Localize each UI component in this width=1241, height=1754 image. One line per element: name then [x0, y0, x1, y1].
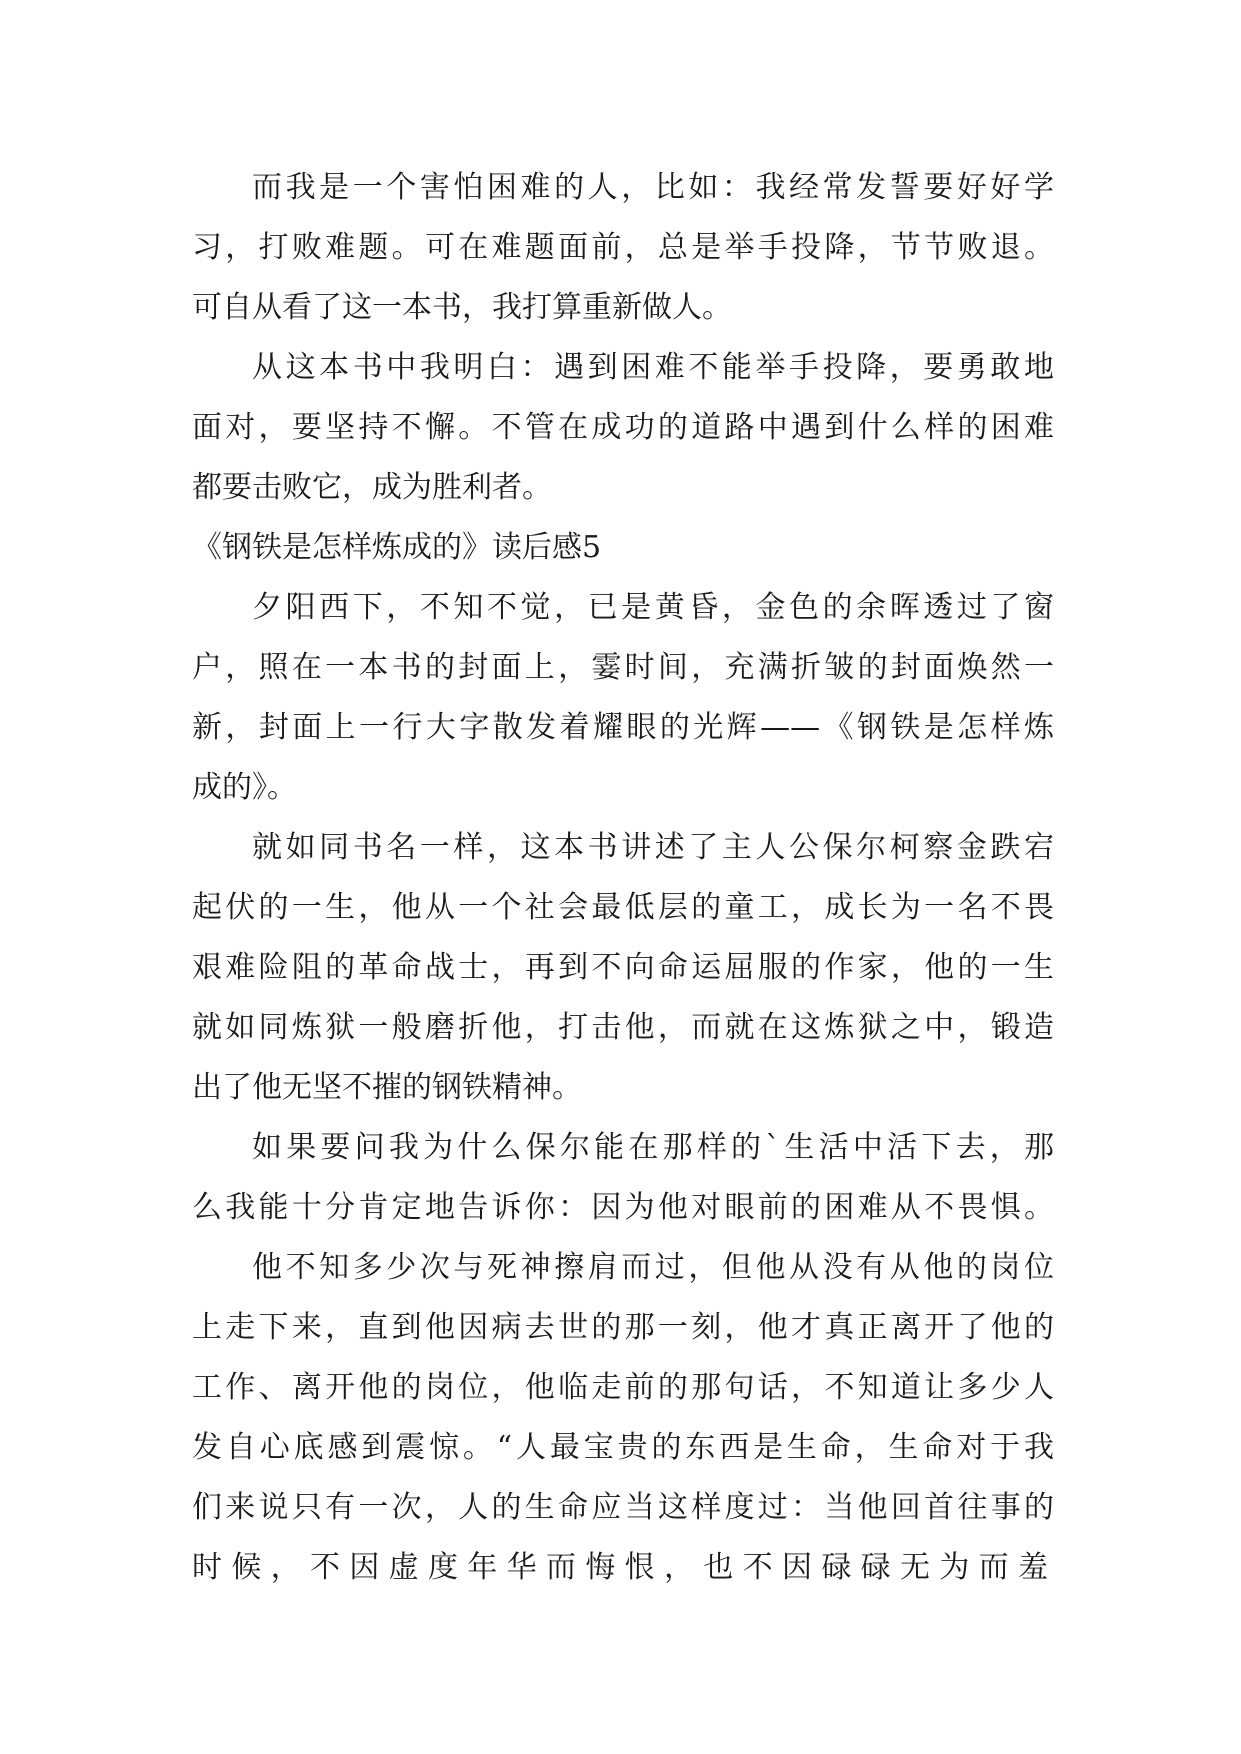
paragraph-line: 么我能十分肯定地告诉你：因为他对眼前的困难从不畏惧。 — [192, 1190, 1054, 1225]
paragraph-line: 习，打败难题。可在难题面前，总是举手投降，节节败退。 — [192, 230, 1054, 265]
paragraph-line: 面对，要坚持不懈。不管在成功的道路中遇到什么样的困难 — [192, 410, 1054, 445]
paragraph-line: 夕阳西下，不知不觉，已是黄昏，金色的余晖透过了窗 — [252, 590, 1054, 625]
paragraph-line: 工作、离开他的岗位，他临走前的那句话，不知道让多少人 — [192, 1370, 1054, 1405]
paragraph-line: 时候，不因虚度年华而悔恨，也不因碌碌无为而羞 — [192, 1550, 1054, 1585]
paragraph-line: 们来说只有一次，人的生命应当这样度过：当他回首往事的 — [192, 1490, 1054, 1525]
paragraph-line: 如果要问我为什么保尔能在那样的`生活中活下去，那 — [252, 1130, 1054, 1165]
paragraph-line: 都要击败它，成为胜利者。 — [192, 470, 552, 505]
paragraph-line: 出了他无坚不摧的钢铁精神。 — [192, 1070, 582, 1105]
paragraph-line: 就如同书名一样，这本书讲述了主人公保尔柯察金跌宕 — [252, 830, 1054, 865]
section-heading: 《钢铁是怎样炼成的》读后感5 — [192, 530, 602, 565]
paragraph-line: 就如同炼狱一般磨折他，打击他，而就在这炼狱之中，锻造 — [192, 1010, 1054, 1045]
paragraph-line: 从这本书中我明白：遇到困难不能举手投降，要勇敢地 — [252, 350, 1054, 385]
paragraph-line: 发自心底感到震惊。“人最宝贵的东西是生命，生命对于我 — [192, 1430, 1054, 1465]
paragraph-line: 艰难险阻的革命战士，再到不向命运屈服的作家，他的一生 — [192, 950, 1054, 985]
paragraph-line: 新，封面上一行大字散发着耀眼的光辉——《钢铁是怎样炼 — [192, 710, 1054, 745]
paragraph-line: 上走下来，直到他因病去世的那一刻，他才真正离开了他的 — [192, 1310, 1054, 1345]
paragraph-line: 可自从看了这一本书，我打算重新做人。 — [192, 290, 732, 325]
document-body — [192, 158, 1054, 1598]
paragraph-line: 成的》。 — [192, 770, 297, 805]
paragraph-line: 起伏的一生，他从一个社会最低层的童工，成长为一名不畏 — [192, 890, 1054, 925]
paragraph-line: 而我是一个害怕困难的人，比如：我经常发誓要好好学 — [252, 170, 1054, 205]
paragraph-line: 户，照在一本书的封面上，霎时间，充满折皱的封面焕然一 — [192, 650, 1054, 685]
paragraph-line: 他不知多少次与死神擦肩而过，但他从没有从他的岗位 — [252, 1250, 1054, 1285]
